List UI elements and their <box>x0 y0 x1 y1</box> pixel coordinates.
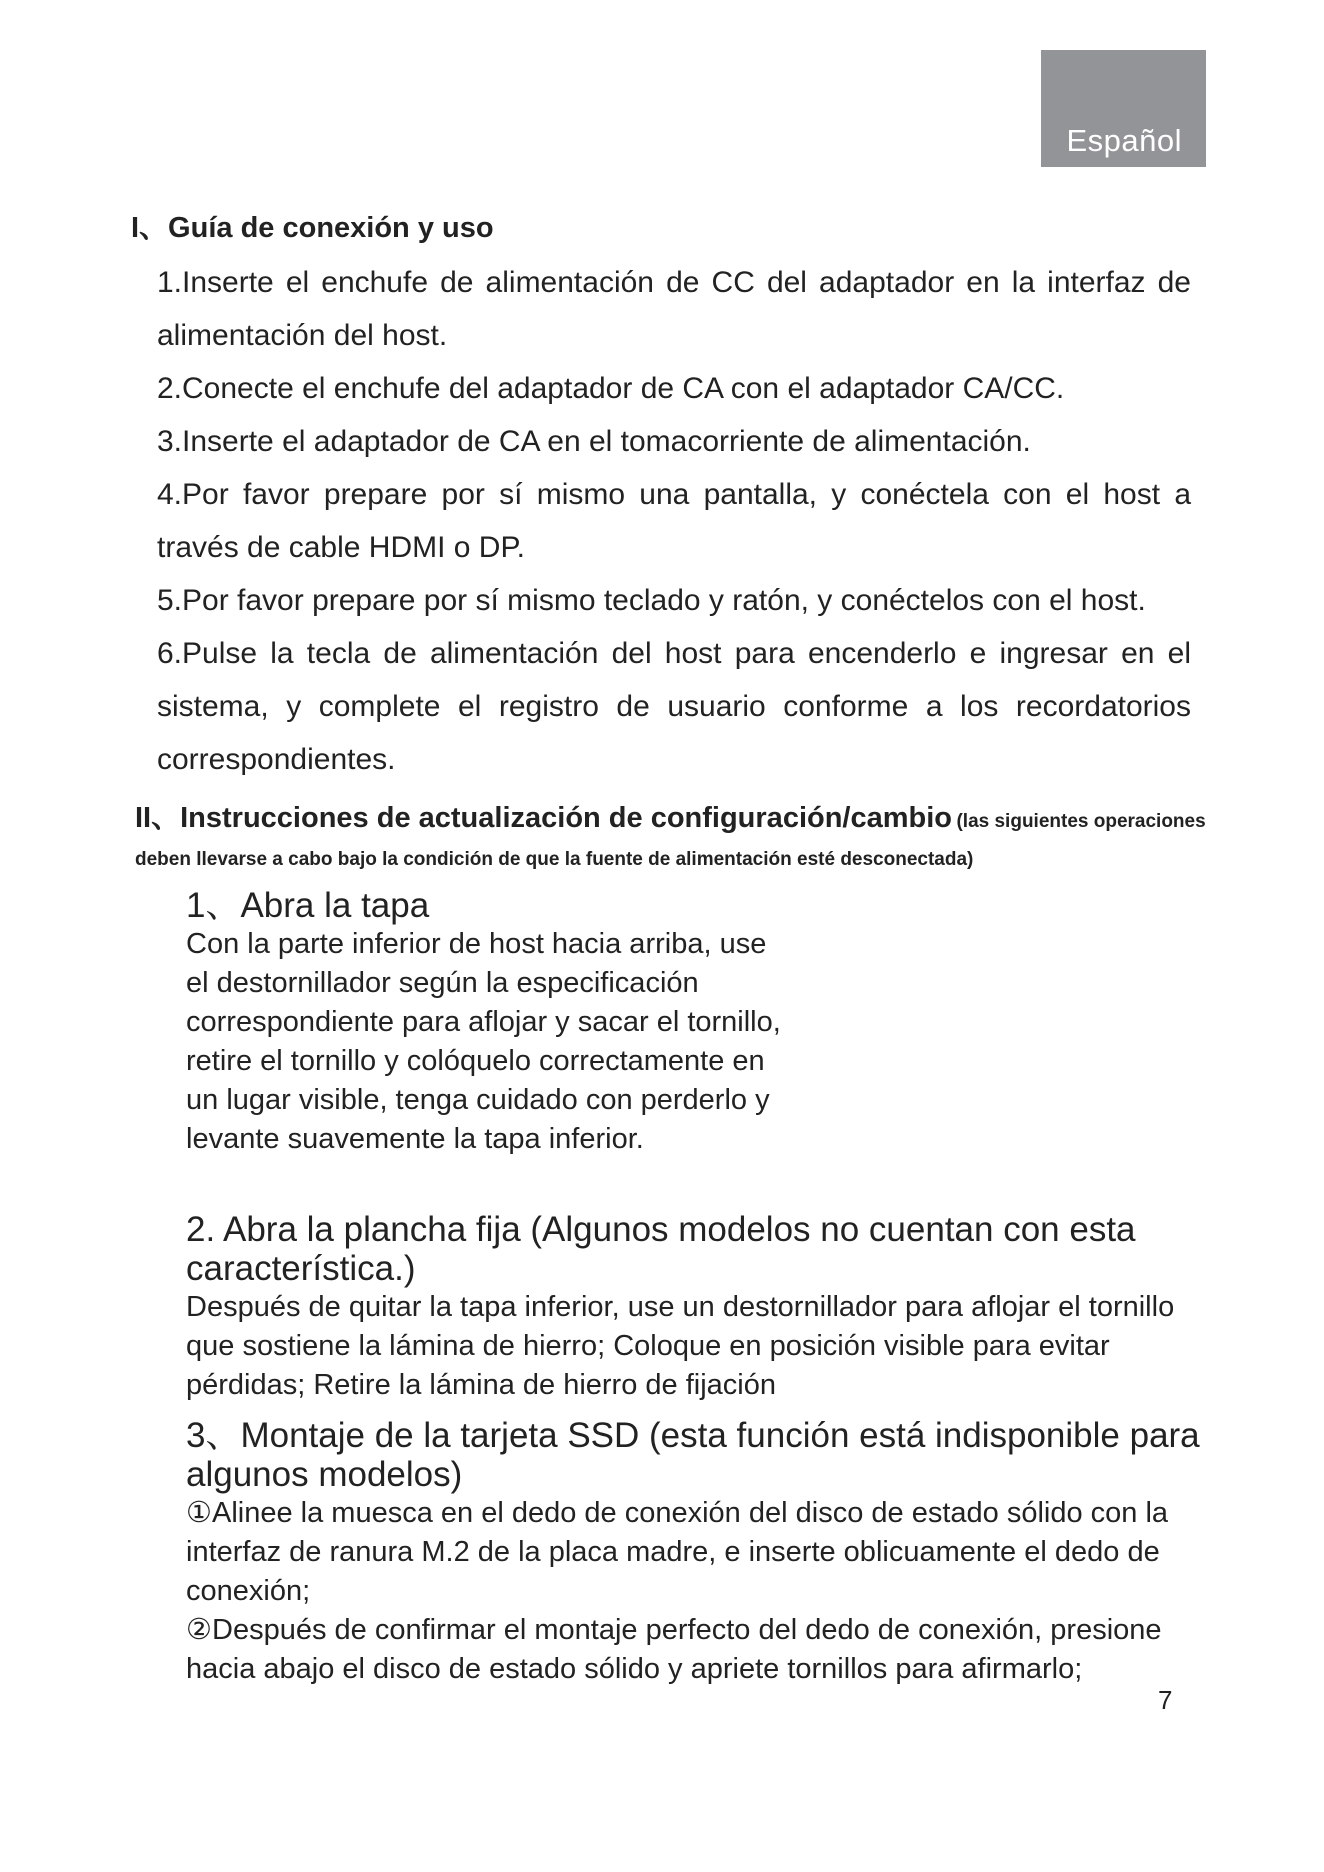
section2-heading <box>135 800 1225 879</box>
step-title: 1、Abra la tapa <box>186 886 430 925</box>
guide-item: 3.Inserte el adaptador de CA en el tomacorriente de alimentación. <box>157 425 1031 458</box>
step-open-plate <box>186 1210 1226 1405</box>
guide-item: 1.Inserte el enchufe de alimentación de CC del adaptador en la interfaz de alimentación del host. <box>157 266 1191 352</box>
step-text: ①Alinee la muesca en el dedo de conexión del disco de estado sólido con la interfaz de ranura M.2 de la placa madre, e inserte oblicuamente el dedo de conexión; <box>186 1497 1169 1607</box>
section1-heading: I、Guía de conexión y uso <box>131 212 494 244</box>
page-number: 7 <box>1158 1685 1173 1715</box>
section2-note: (las siguientes operaciones deben llevarse a cabo bajo la condición de que la fuente de alimentación esté desconectada) <box>135 811 1206 870</box>
step-open-cover <box>186 886 786 1159</box>
connection-guide-list <box>157 256 1191 786</box>
section2-title: II、Instrucciones de actualización de configuración/cambio <box>135 802 953 834</box>
step-text: Después de quitar la tapa inferior, use un destornillador para aflojar el tornillo que sostiene la lámina de hierro; Coloque en posición visible para evitar pérdidas; Retire la lámina de hierro de fijación <box>186 1291 1175 1401</box>
guide-item: 6.Pulse la tecla de alimentación del host para encenderlo e ingresar en el sistema, y complete el registro de usuario conforme a los recordatorios correspondientes. <box>157 637 1191 776</box>
step-text: ②Después de confirmar el montaje perfecto del dedo de conexión, presione hacia abajo el disco de estado sólido y apriete tornillos para afirmarlo; <box>186 1614 1162 1685</box>
step-mount-ssd <box>186 1416 1226 1689</box>
guide-item: 4.Por favor prepare por sí mismo una pantalla, y conéctela con el host a través de cable HDMI o DP. <box>157 478 1191 564</box>
step-title: 3、Montaje de la tarjeta SSD (esta función está indisponible para algunos modelos) <box>186 1416 1200 1494</box>
step-title: 2. Abra la plancha fija (Algunos modelos no cuentan con esta característica.) <box>186 1210 1136 1288</box>
guide-item: 2.Conecte el enchufe del adaptador de CA con el adaptador CA/CC. <box>157 372 1065 405</box>
step-text: Con la parte inferior de host hacia arriba, use el destornillador según la especificación correspondiente para aflojar y sacar el tornillo, retire el tornillo y colóquelo correctamente en un lugar visible, tenga cuidado con perderlo y levante suavemente la tapa inferior. <box>186 928 781 1155</box>
language-tab: Español <box>1041 50 1206 167</box>
guide-item: 5.Por favor prepare por sí mismo teclado y ratón, y conéctelos con el host. <box>157 584 1146 617</box>
